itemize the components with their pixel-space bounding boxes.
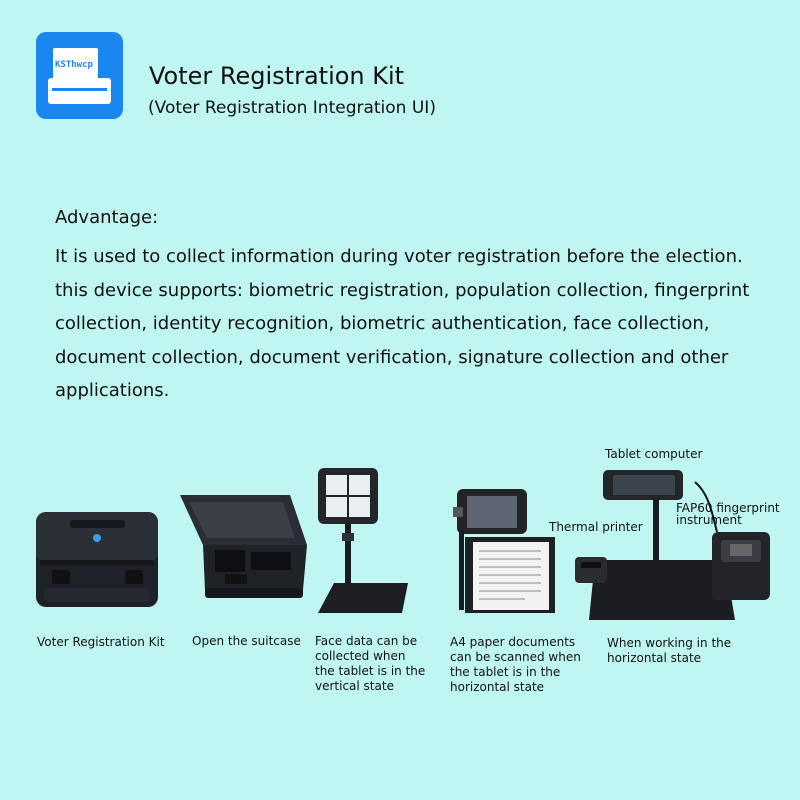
page-title: Voter Registration Kit — [149, 62, 405, 90]
fingerprint-callout-line: FAP60 fingerprint — [676, 501, 780, 515]
fingerprint-instrument-callout — [676, 502, 780, 526]
advantage-line: collection, identity recognition, biometric authentication, face collection, — [55, 313, 710, 334]
thermal-printer-callout: Thermal printer — [549, 520, 643, 534]
caption-line: When working in the — [607, 636, 732, 650]
advantage-heading: Advantage: — [55, 207, 159, 228]
vertical-tablet-stand-image — [312, 465, 412, 620]
closed-suitcase-image — [30, 500, 165, 615]
product-caption — [607, 636, 731, 666]
caption-line: horizontal state — [607, 651, 702, 665]
caption-line: Voter Registration Kit — [37, 635, 165, 649]
caption-line: the tablet is in the — [315, 664, 426, 678]
advantage-line: this device supports: biometric registration, population collection, fingerprint — [55, 279, 750, 301]
product-caption — [315, 634, 425, 694]
tablet-computer-callout: Tablet computer — [605, 447, 703, 461]
app-logo — [36, 32, 123, 119]
logo-printer-shape — [48, 78, 111, 104]
advantage-line: document collection, document verification, signature collection and other — [55, 346, 729, 368]
horizontal-workstation-image — [575, 462, 780, 622]
caption-line: vertical state — [315, 679, 394, 693]
caption-line: horizontal state — [450, 680, 545, 694]
product-caption — [37, 635, 165, 650]
logo-text: KSThwcp — [55, 60, 93, 70]
advantage-line: It is used to collect information during voter registration before the election. — [55, 246, 743, 267]
caption-line: collected when — [315, 649, 406, 663]
page-subtitle: (Voter Registration Integration UI) — [148, 98, 436, 118]
caption-line: the tablet is in the — [450, 665, 561, 679]
caption-line: A4 paper documents — [450, 635, 576, 649]
a4-scanner-stand-image — [445, 485, 560, 620]
advantage-body — [55, 240, 775, 408]
product-caption — [450, 635, 581, 695]
logo-printer-slot — [52, 88, 107, 91]
advantage-line: applications. — [55, 380, 170, 401]
caption-line: Open the suitcase — [192, 634, 301, 648]
caption-line: Face data can be — [315, 634, 418, 648]
fingerprint-callout-line: instrument — [676, 513, 742, 527]
caption-line: can be scanned when — [450, 650, 581, 664]
open-suitcase-image — [175, 490, 315, 605]
product-caption — [192, 634, 301, 649]
